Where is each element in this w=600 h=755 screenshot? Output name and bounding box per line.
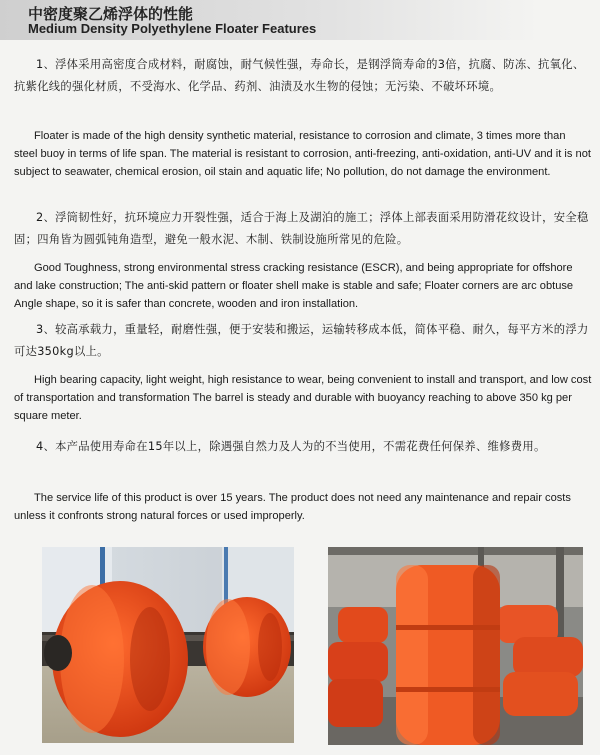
section-1-en: Floater is made of the high density synthetic material, resistance to corrosion and climate, 3 times more than steel buoy in terms of life span. The material is resistant to corrosion, anti-freezing, anti-oxidation, anti-UV and it is not subject to seawater, chemical erosion, oil stain and aquatic life; No pollution, do not damage the environment. (14, 130, 591, 178)
section-4-en: The service life of this product is over 15 years. The product does not need any maintenance and repair costs unless it confronts strong natural forces or used improperly. (14, 492, 571, 522)
section-2-cn: 2、浮筒韧性好，抗环境应力开裂性强，适合于海上及湖泊的施工；浮体上部表面采用防滑花纹设计，安全稳固；四角皆为圆弧钝角造型，避免一般水泥、木制、铁制设施所常见的危险。 (14, 211, 589, 246)
section-3-en: High bearing capacity, light weight, high resistance to wear, being convenient to install and transport, and low cost of transportation and transformation The barrel is steady and durable with buoyancy reaching to above 350 kg per square meter. (14, 374, 592, 422)
floaters-on-pipe-photo (42, 547, 294, 743)
section-4-cn: 4、本产品使用寿命在15年以上，除遇强自然力及人为的不当使用，不需花费任何保养、维修费用。 (36, 440, 546, 453)
floaters-warehouse-photo (328, 547, 583, 745)
page-title-en: Medium Density Polyethylene Floater Features (28, 21, 317, 36)
page-title-cn: 中密度聚乙烯浮体的性能 (28, 5, 194, 23)
section-2-en: Good Toughness, strong environmental stress cracking resistance (ESCR), and being appropriate for offshore and lake construction; The anti-skid pattern or floater shell make is stable and safe; Floater corners are arc obtuse Angle shape, so it is safer than concrete, wooden and iron installation. (14, 262, 574, 310)
section-1-cn: 1、浮体采用高密度合成材料，耐腐蚀，耐气候性强，寿命长，是钢浮筒寿命的3倍，抗腐、防冻、抗氧化、抗紫化线的强化材质，不受海水、化学品、药剂、油渍及水生物的侵蚀；无污染、不破坏环境。 (14, 58, 585, 93)
section-3-cn: 3、较高承载力，重量轻，耐磨性强，便于安装和搬运，运输转移成本低，简体平稳、耐久，每平方米的浮力可达350kg以上。 (14, 323, 589, 358)
header-band (0, 0, 600, 40)
